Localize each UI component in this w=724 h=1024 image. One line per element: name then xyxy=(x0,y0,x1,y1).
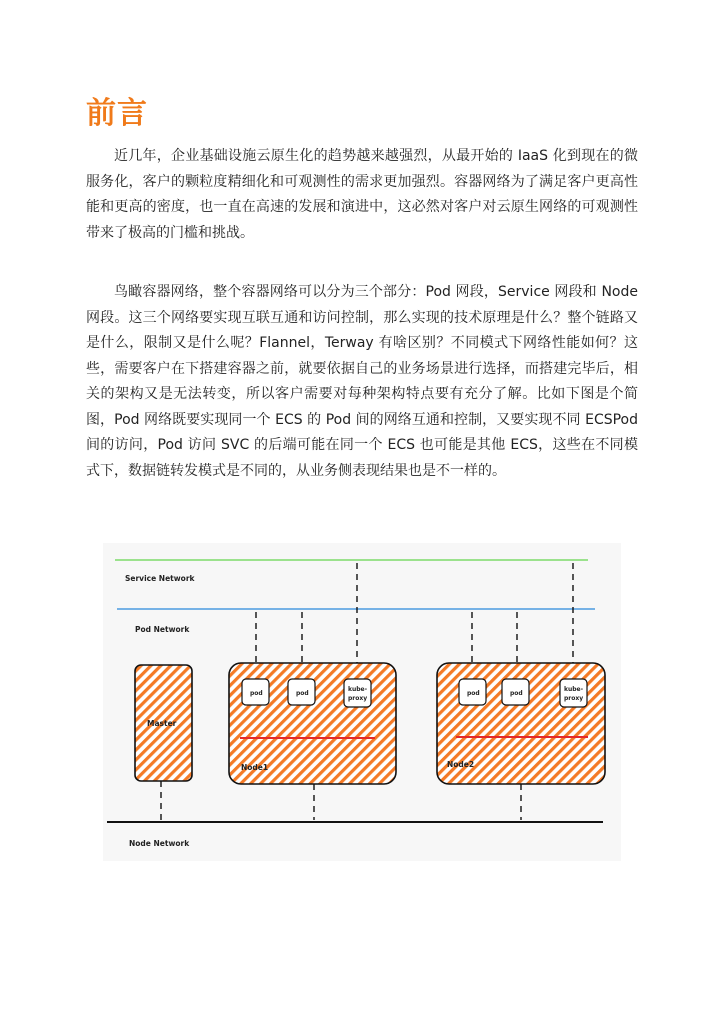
master-label: Master xyxy=(147,719,177,728)
node2-pod-b-label: pod xyxy=(510,690,523,697)
node1-kube-proxy-line2: proxy xyxy=(348,695,368,702)
node2-label: Node2 xyxy=(447,760,475,769)
service-network-label: Service Network xyxy=(125,574,195,583)
page-title: 前言 xyxy=(86,96,148,131)
node2-kube-proxy-line1: kube- xyxy=(564,686,584,693)
paragraph-overview: 鸟瞰容器网络，整个容器网络可以分为三个部分：Pod 网段，Service 网段和 Node 网段。这三个网络要实现互联互通和访问控制，那么实现的技术原理是什么？整个链路又是什么，限制又是什么呢？Flannel，Terway 有啥区别？不同模式下网络性能如何？这些，需要客户在下搭建容器之前，就要依据自己的业务场景进行选择，而搭建完毕后，相关的架构又是无法转变，所以客户需要对每种架构特点要有充分了解。比如下图是个简图，Pod 网络既要实现同一个 ECS 的 Pod 间的网络互通和控制，又要实现不同 ECSPod 间的访问，Pod 访问 SVC 的后端可能在同一个 ECS 也可能是其他 ECS，这些在不同模式下，数据链转发模式是不同的，从业务侧表现结果也是不一样的。 xyxy=(86,284,638,479)
node1-pod-b-label: pod xyxy=(296,690,309,697)
node-network-label: Node Network xyxy=(129,839,190,848)
network-diagram xyxy=(103,543,621,861)
pod-network-label: Pod Network xyxy=(135,625,190,634)
node2-kube-proxy-line2: proxy xyxy=(564,695,584,702)
network-diagram-svg xyxy=(103,543,621,861)
node1-kube-proxy-line1: kube- xyxy=(348,686,368,693)
node1-pod-a-label: pod xyxy=(250,690,263,697)
node2-pod-a-label: pod xyxy=(467,690,480,697)
node1-label: Node1 xyxy=(241,763,269,772)
node1-kube-proxy xyxy=(344,679,371,707)
node2-kube-proxy xyxy=(560,679,587,707)
paragraph-intro: 近几年，企业基础设施云原生化的趋势越来越强烈，从最开始的 IaaS 化到现在的微服务化，客户的颗粒度精细化和可观测性的需求更加强烈。容器网络为了满足客户更高性能和更高的密度，也一直在高速的发展和演进中，这必然对客户对云原生网络的可观测性带来了极高的门槛和挑战。 xyxy=(86,148,638,241)
